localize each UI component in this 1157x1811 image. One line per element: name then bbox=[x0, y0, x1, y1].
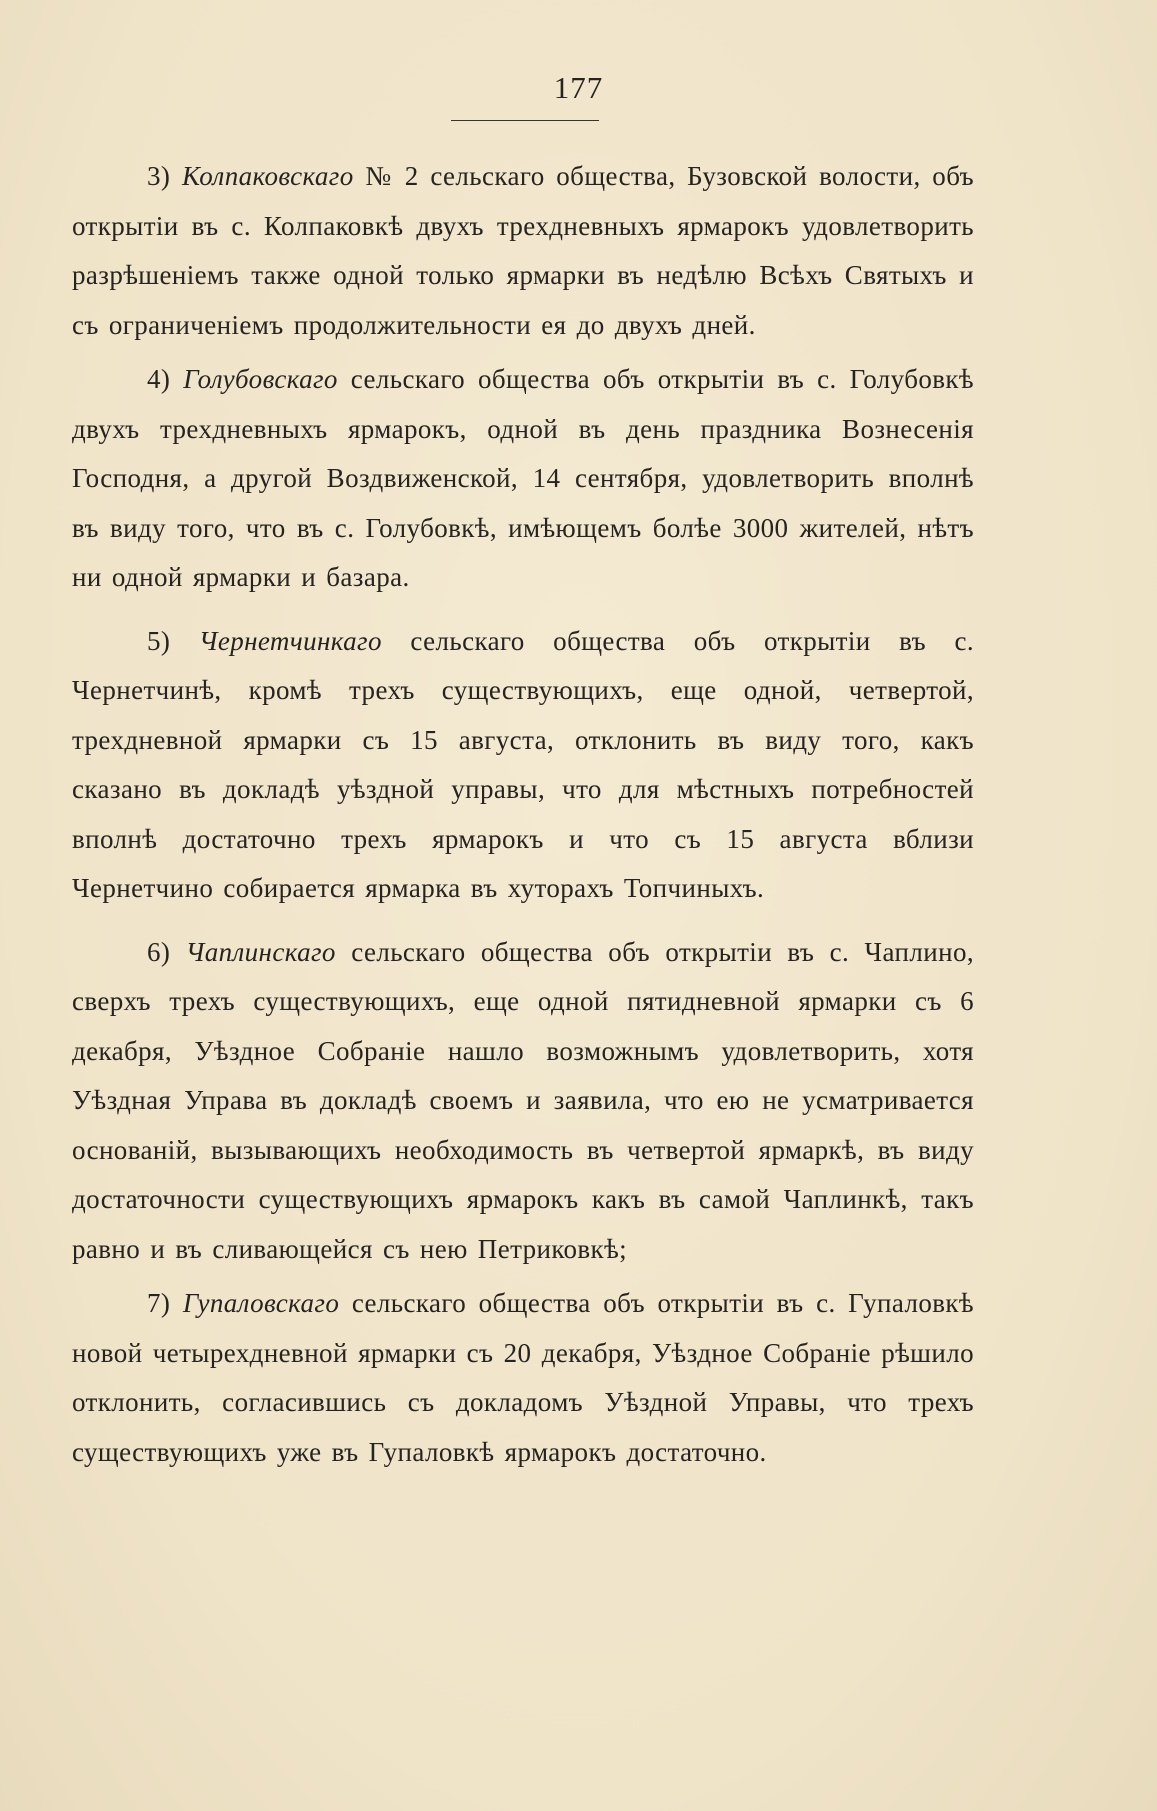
paragraph-text: сельскаго общества объ открытіи въ с. Гупаловкѣ новой четырехдневной ярмарки съ 20 декабря, Уѣздное Собраніе рѣшило отклонить, согласившись съ докладомъ Уѣздной Управы, что трехъ существующихъ уже въ Гупаловкѣ ярмарокъ достаточно. bbox=[72, 1288, 974, 1467]
body-text bbox=[72, 152, 974, 1477]
paragraph-3 bbox=[72, 152, 974, 350]
paragraph-7 bbox=[72, 1279, 974, 1477]
paragraph-text: сельскаго общества объ открытіи въ с. Чаплино, сверхъ трехъ существующихъ, еще одной пятидневной ярмарки съ 6 декабря, Уѣздное Собраніе нашло возможнымъ удовлетворить, хотя Уѣздная Управа въ докладѣ своемъ и заявила, что ею не усматривается основаній, вызывающихъ необходимость въ четвертой ярмаркѣ, въ виду достаточности существующихъ ярмарокъ какъ въ самой Чаплинкѣ, такъ равно и въ сливающейся съ нею Петриковкѣ; bbox=[72, 936, 975, 1264]
society-name: Чернетчинкаго bbox=[198, 625, 382, 656]
paragraph-number: 6) bbox=[147, 936, 171, 967]
paragraph-text: сельскаго общества объ открытіи въ с. Чернетчинѣ, кромѣ трехъ существующихъ, еще одной, четвертой, трехдневной ярмарки съ 15 августа, отклонить въ виду того, какъ сказано въ докладѣ уѣздной управы, что для мѣстныхъ потребностей вполнѣ достаточно трехъ ярмарокъ и что съ 15 августа вблизи Чернетчино собирается ярмарка въ хуторахъ Топчиныхъ. bbox=[72, 625, 974, 903]
society-name: Колпаковскаго bbox=[182, 161, 354, 191]
society-name: Чаплинскаго bbox=[185, 936, 336, 967]
society-name: Голубовскаго bbox=[183, 364, 338, 394]
paragraph-number: 7) bbox=[147, 1288, 171, 1318]
paragraph-5 bbox=[72, 617, 974, 914]
paragraph-text: сельскаго общества объ открытіи въ с. Голубовкѣ двухъ трехдневныхъ ярмарокъ, одной въ день праздника Вознесенія Господня, а другой Воздвиженской, 14 сентября, удовлетворить вполнѣ въ виду того, что въ с. Голубовкѣ, имѣющемъ болѣе 3000 жителей, нѣтъ ни одной ярмарки и базара. bbox=[72, 364, 974, 592]
paragraph-number: 3) bbox=[147, 161, 171, 191]
paragraph-4 bbox=[72, 355, 974, 603]
page-number-rule bbox=[451, 120, 599, 121]
paragraph-number: 5) bbox=[147, 625, 171, 656]
society-name: Гупаловскаго bbox=[182, 1288, 340, 1318]
paragraph-text: № 2 сельскаго общества, Бузовской волости, объ открытіи въ с. Колпаковкѣ двухъ трехдневныхъ ярмарокъ удовлетворить разрѣшеніемъ также одной только ярмарки въ недѣлю Всѣхъ Святыхъ и съ ограниченіемъ продолжительности ея до двухъ дней. bbox=[72, 161, 975, 340]
paragraph-6 bbox=[72, 928, 974, 1275]
paragraph-number: 4) bbox=[147, 364, 171, 394]
page-number: 177 bbox=[553, 70, 604, 105]
